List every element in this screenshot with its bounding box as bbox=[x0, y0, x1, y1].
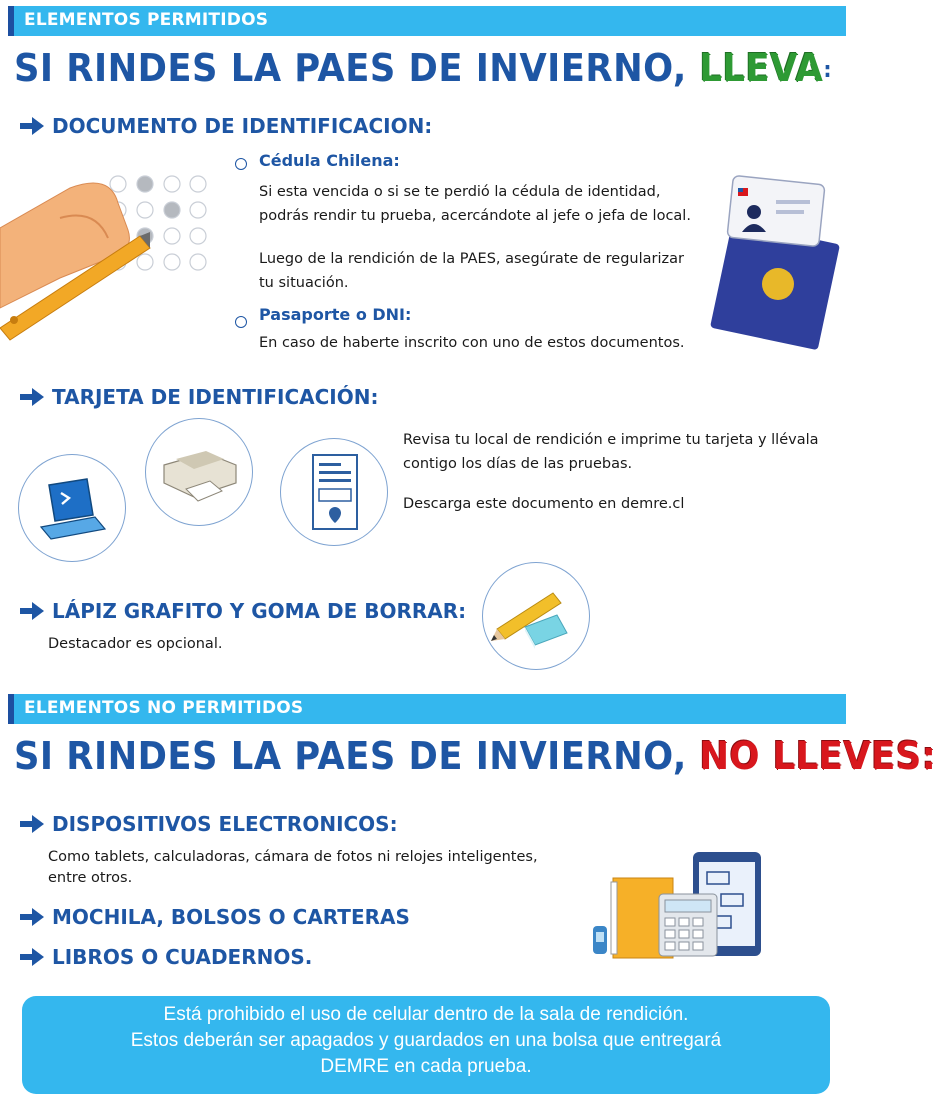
cedula-line-3: Luego de la rendición de la PAES, asegúrate de regularizar bbox=[259, 251, 684, 267]
band-label: ELEMENTOS PERMITIDOS bbox=[24, 10, 269, 30]
cedula-title: Cédula Chilena: bbox=[259, 151, 400, 170]
section-band-permitidos bbox=[8, 6, 846, 36]
headline-permitidos: SI RINDES LA PAES DE INVIERNO, LLEVA: bbox=[14, 46, 832, 90]
document-form-icon bbox=[281, 439, 387, 545]
section-band-no-permitidos bbox=[8, 694, 846, 724]
lapiz-text: Destacador es opcional. bbox=[48, 636, 223, 652]
notice-line-3: DEMRE en cada prueba. bbox=[320, 1056, 532, 1077]
tarjeta-line-3: Descarga este documento en demre.cl bbox=[403, 496, 685, 512]
headline-highlight: NO LLEVES: bbox=[699, 734, 936, 778]
section-title-lapiz: LÁPIZ GRAFITO Y GOMA DE BORRAR: bbox=[18, 599, 466, 623]
arrow-icon bbox=[18, 600, 46, 622]
tarjeta-line-1: Revisa tu local de rendición e imprime tu tarjeta y llévala bbox=[403, 432, 819, 448]
cedula-line-1: Si esta vencida o si se te perdió la cédula de identidad, bbox=[259, 184, 661, 200]
printer-icon bbox=[146, 419, 252, 525]
band-label: ELEMENTOS NO PERMITIDOS bbox=[24, 698, 304, 718]
headline-no-permitidos: SI RINDES LA PAES DE INVIERNO, NO LLEVES: bbox=[14, 734, 936, 778]
notice-line-1: Está prohibido el uso de celular dentro de la sala de rendición. bbox=[163, 1004, 689, 1025]
arrow-icon bbox=[18, 906, 46, 928]
pencil-eraser-icon bbox=[483, 563, 589, 669]
cedula-line-2: podrás rendir tu prueba, acercándote al jefe o jefa de local. bbox=[259, 208, 691, 224]
notice-line-2: Estos deberán ser apagados y guardados en una bolsa que entregará bbox=[130, 1030, 722, 1051]
tarjeta-line-2: contigo los días de las pruebas. bbox=[403, 456, 633, 472]
bullet-circle bbox=[235, 316, 247, 328]
laptop-icon bbox=[19, 455, 125, 561]
arrow-icon bbox=[18, 386, 46, 408]
cedula-line-4: tu situación. bbox=[259, 275, 349, 291]
notice-box bbox=[22, 996, 830, 1094]
bullet-circle bbox=[235, 158, 247, 170]
headline-highlight: LLEVA bbox=[699, 46, 824, 90]
id-card-passport-icon bbox=[716, 176, 836, 344]
section-title-dispositivos: DISPOSITIVOS ELECTRONICOS: bbox=[18, 812, 398, 836]
section-title-documento: DOCUMENTO DE IDENTIFICACION: bbox=[18, 114, 432, 138]
section-title-tarjeta: TARJETA DE IDENTIFICACIÓN: bbox=[18, 385, 378, 409]
arrow-icon bbox=[18, 813, 46, 835]
pasaporte-text: En caso de haberte inscrito con uno de estos documentos. bbox=[259, 335, 685, 351]
section-title-mochila: MOCHILA, BOLSOS O CARTERAS bbox=[18, 905, 410, 929]
arrow-icon bbox=[18, 946, 46, 968]
id-form-circle bbox=[280, 438, 388, 546]
section-title-libros: LIBROS O CUADERNOS. bbox=[18, 945, 312, 969]
dispositivos-line-1: Como tablets, calculadoras, cámara de fotos ni relojes inteligentes, bbox=[48, 849, 538, 865]
arrow-icon bbox=[18, 115, 46, 137]
pasaporte-title: Pasaporte o DNI: bbox=[259, 305, 412, 324]
printer-circle bbox=[145, 418, 253, 526]
hand-pencil-answer-sheet-icon bbox=[0, 168, 215, 348]
dispositivos-line-2: entre otros. bbox=[48, 870, 133, 886]
pencil-eraser-circle bbox=[482, 562, 590, 670]
devices-illustration-icon bbox=[585, 850, 765, 962]
laptop-circle bbox=[18, 454, 126, 562]
